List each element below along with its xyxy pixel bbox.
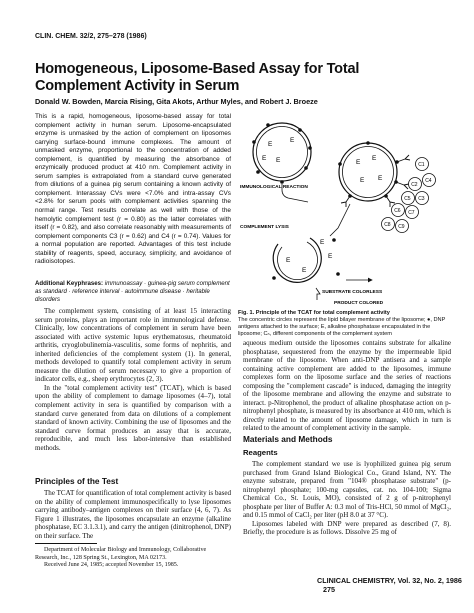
figure-1 (238, 112, 448, 308)
enzyme-e: E (320, 239, 325, 246)
component-c8: C8 (384, 222, 391, 228)
footer-journal: CLINICAL CHEMISTRY, Vol. 32, No. 2, 1986 (317, 576, 462, 585)
principles-body (35, 489, 231, 540)
enzyme-e: E (328, 253, 333, 260)
component-c7: C7 (408, 210, 415, 216)
caption-text: The concentric circles represent the lipid bilayer membrane of the liposome; ●, DNP antigens attached to the surface; E, alkaline phosphatase encapsulated in the liposome; Cₙ, different components of the complement system (238, 316, 446, 337)
footnote-received: Received June 24, 1985; accepted November 15, 1985. (44, 562, 179, 569)
component-c2: C2 (411, 182, 418, 188)
page-number: 275 (323, 585, 335, 594)
intact-liposome (252, 123, 312, 184)
principles-continued-paragraph: aqueous medium outside the liposomes contains substrate for alkaline phosphatase, sequestered from the enzyme by the impermeable lipid membrane of the liposome. When anti-DNP antisera and a sample containing active complement are added to the liposomes, immune complexes form on the liposome surface and the series of reactions composing the "complement cascade" is induced, damaging the integrity of the liposome membrane and allowing the enzyme and substrate to interact. p-Nitrophenol, the product of alkaline phosphatase action on p-nitrophenyl phosphate, is measured by its absorbance at 410 nm, which is directly related to the amount of liposome damage, which in turn is related to the amount of complement activity in the sample. (243, 339, 451, 433)
reagents-body (243, 460, 451, 537)
section-title-principles: Principles of the Test (35, 476, 119, 486)
label-substrate-colorless: SUBSTRATE COLORLESS (322, 290, 383, 295)
label-product-colored: PRODUCT COLORED (334, 301, 384, 306)
enzyme-e: E (268, 141, 273, 148)
complement-components (382, 158, 436, 233)
component-c9: C9 (398, 224, 405, 230)
reagents-paragraph: The complement standard we use is lyophilized guinea pig serum purchased from Grand Island Biological Co., Grand Island, NY. The enzyme substrate, prepared from "104® phosphatase substrate" (p-nitrophenyl phosphate; 100-mg capsules, cat. no. 104-100; Sigma Chemical Co., St. Louis, MO), consisted of 2 g of p-nitrophenyl phosphate per liter of Buffer A: 0.3 mol of Tris-HCl, 50 mmol of MgCl₂, and 0.15 mmol of CaCl₂ per liter (pH 8.0 at 37 °C). (243, 460, 451, 520)
liposomes-paragraph: Liposomes labeled with DNP were prepared as described (7, 8). Briefly, the procedure is as follows. Dissolve 25 mg of (243, 519, 451, 537)
keyphrases-items: immunoassay · guinea-pig serum complement as standard · reference interval · autoimmune disease · heritable disorders (35, 280, 230, 303)
keyphrases-label: Additional Keyphrases: (35, 280, 104, 287)
enzyme-e: E (378, 175, 383, 182)
component-c5: C5 (404, 196, 411, 202)
right-column-body (243, 339, 451, 433)
component-c4: C4 (425, 178, 432, 184)
enzyme-e: E (356, 159, 361, 166)
abstract: This is a rapid, homogeneous, liposome-based assay for total complement activity in human serum. Liposome-encapsulated enzyme is unmasked by the action of complement on liposomes carrying surface-bound immune complexes. The amount of unmasked enzyme, proportional to the concentration of added complement, is quantified by measuring the absorbance of enzymically produced product at 410 nm. Complement activity in serum samples is extrapolated from a standard curve generated from dilutions of a guinea pig serum containing a known activity of complement. Interassay CVs were <7.0% and intra-assay CVs <2.8% for serum pools with complement activities spanning the normal range. Test results correlate as well with those of the hemolytic complement test (r = 0.80) as the latter correlates with itself (r = 0.82), and also correlate reasonably with measurements of complement components C3 (r = 0.62) and C4 (r = 0.74). Values for a normal population are reported. Advantages of this test include stability of reagents, speed, accuracy, simplicity, and avoidance of radioisotopes. (35, 113, 231, 266)
page-footer (317, 576, 474, 594)
left-column-body (35, 307, 231, 452)
enzyme-e: E (302, 267, 307, 274)
enzyme-e: E (276, 157, 281, 164)
enzyme-e: E (262, 155, 267, 162)
article-title: Homogeneous, Liposome-Based Assay for Total Complement Activity in Serum (35, 61, 360, 94)
subsection-title-reagents: Reagents (243, 448, 278, 457)
enzyme-e: E (290, 137, 295, 144)
intro-paragraph: The complement system, consisting of at least 15 interacting serum proteins, plays an important role in immunological defense. Clinically, low concentrations of complement in serum have been associated with active systemic lupus erythematosus, rheumatoid arthritis, cryoglobulinemia-vasculitis, some forms of nephritis, and inherited deficiencies of the complement system (1). In general, methods developed to quantify total complement activity in serum measure the dilution of serum necessary to give a proportion of indicator cells, e.g., sheep erythrocytes (2, 3). (35, 307, 231, 384)
section-title-materials-methods: Materials and Methods (243, 434, 333, 444)
enzyme-e: E (360, 177, 365, 184)
component-c3: C3 (418, 196, 425, 202)
figure-1-diagram (238, 112, 448, 308)
journal-header: CLIN. CHEM. 32/2, 275–278 (1986) (35, 33, 147, 40)
enzyme-e: E (372, 155, 377, 162)
tcat-paragraph: In the "total complement activity test" (TCAT), which is based upon the ability of complement to damage liposomes (4–7), total complement activity in sera is quantified by comparison with a standard curve generated from data on dilutions of a complement standard of known activity. Combining the use of liposomes and the standard curve format produces an assay that is accurate, reproducible, and much less labor-intensive than established methods. (35, 383, 231, 452)
label-immunological-reaction: IMMUNOLOGICAL REACTION (240, 185, 308, 190)
immune-complex-liposome (338, 141, 410, 207)
figure-1-caption (238, 310, 452, 338)
component-c6: C6 (394, 208, 401, 214)
footnote-affiliation: Department of Molecular Biology and Immunology, Collaborative Research, Inc., 128 Spring St., Lexington, MA 02173. (35, 547, 207, 561)
principles-paragraph: The TCAT for quantification of total complement activity is based on the ability of complement immunospecifically to lyse liposomes carrying antibody–antigen complexes on their surface (4, 6, 7). As Figure 1 illustrates, the liposomes encapsulate an enzyme (alkaline phosphatase, EC 3.1.3.1), and carry the antigen (dinitrophenol, DNP) on their surface. The (35, 489, 231, 540)
footnote-rule (35, 543, 97, 544)
label-complement-lysis: COMPLEMENT LYSIS (240, 225, 289, 230)
author-list: Donald W. Bowden, Marcia Rising, Gita Akots, Arthur Myles, and Robert J. Broeze (35, 97, 318, 106)
keyphrases (35, 280, 231, 304)
enzyme-e: E (286, 257, 291, 264)
caption-title: Fig. 1. Principle of the TCAT for total complement activity (238, 310, 390, 316)
component-c1: C1 (418, 162, 425, 168)
footnote (35, 547, 231, 570)
lysis-arrow (330, 204, 350, 236)
